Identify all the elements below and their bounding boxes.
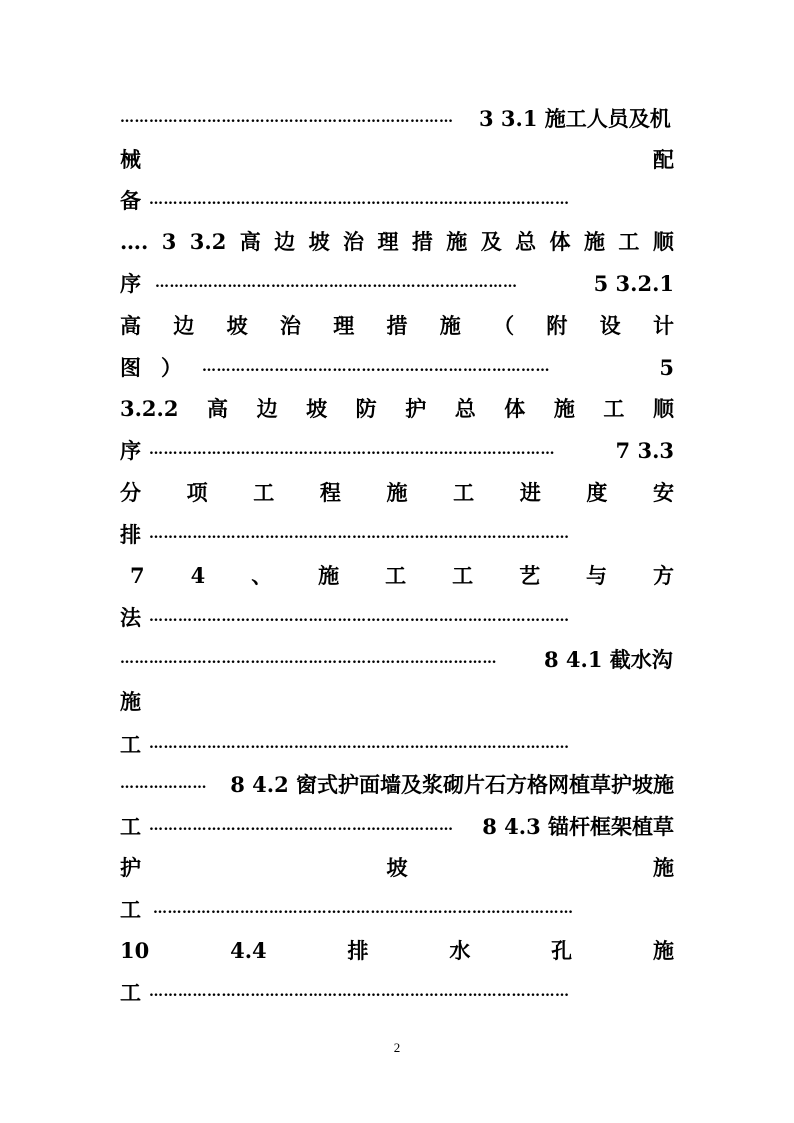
toc-text: 工 — [120, 814, 141, 839]
page-number: 2 — [393, 1040, 401, 1055]
toc-text: 总 — [515, 229, 537, 254]
toc-text: 项 — [186, 480, 208, 505]
toc-line-7 — [120, 352, 674, 382]
toc-leader: …………………………………………………………………… — [120, 651, 497, 667]
toc-text: 5 — [659, 354, 674, 380]
toc-line-10 — [120, 477, 674, 507]
toc-text: 7 3.3 — [615, 437, 674, 463]
toc-text: 8 4.2 窗式护面墙及浆砌片石方格网植草护坡施 — [230, 772, 674, 797]
toc-text: 附 — [546, 313, 568, 338]
toc-leader: …………………………………………………………………………… — [149, 984, 570, 1000]
toc-text: 顺 — [652, 229, 674, 254]
toc-text: 工 — [603, 396, 625, 421]
toc-text: 边 — [274, 229, 296, 254]
toc-leader: ……………………………………………………………… — [202, 359, 550, 375]
toc-leader: ……………… — [120, 776, 207, 792]
toc-line-13 — [120, 602, 674, 632]
toc-line-11 — [120, 519, 674, 549]
toc-text: 理 — [333, 313, 355, 338]
toc-text: 施 — [653, 938, 674, 963]
toc-text: 治 — [343, 229, 365, 254]
toc-text: 10 — [120, 937, 150, 963]
toc-text: 护 — [120, 855, 141, 880]
toc-text: 高 — [207, 396, 229, 421]
toc-text: 工 — [618, 229, 640, 254]
toc-text: 及 — [480, 229, 502, 254]
toc-line-9 — [120, 435, 674, 465]
toc-text: 总 — [454, 396, 476, 421]
toc-leader: …. — [120, 228, 149, 254]
toc-text: 4 — [190, 562, 206, 588]
toc-text: 8 4.1 截水沟 — [544, 647, 673, 672]
toc-text: 理 — [377, 229, 399, 254]
toc-text: 工 — [253, 480, 275, 505]
toc-text: 施 — [446, 229, 468, 254]
toc-text: 措 — [386, 313, 408, 338]
toc-text: 工 — [385, 563, 407, 588]
toc-text: 施 — [583, 229, 605, 254]
toc-text: 配 — [653, 147, 674, 172]
toc-leader: …………………………………………………………… — [120, 110, 454, 126]
toc-leader: …………………………………………………………………………… — [149, 192, 570, 208]
toc-text: 、 — [251, 563, 273, 588]
toc-line-4 — [120, 226, 674, 256]
toc-text: 水 — [449, 938, 471, 963]
toc-text: 边 — [256, 396, 278, 421]
toc-entry-3-1: 3 3.1 施工人员及机 — [479, 106, 671, 131]
toc-line-5 — [120, 268, 674, 298]
toc-leader: …………………………………………………………………………… — [149, 526, 570, 542]
toc-text: 备 — [120, 188, 141, 213]
toc-text: 程 — [319, 480, 341, 505]
toc-text: ） — [161, 355, 182, 380]
toc-text: 体 — [549, 229, 571, 254]
toc-text: 艺 — [519, 563, 541, 588]
toc-text: 坡 — [306, 396, 328, 421]
toc-text: 4.4 — [230, 937, 267, 963]
toc-text: 5 3.2.1 — [593, 270, 674, 296]
toc-line-12 — [130, 560, 674, 590]
toc-text: 施 — [653, 855, 674, 880]
toc-text: 高 — [239, 229, 261, 254]
toc-text: 坡 — [308, 229, 330, 254]
toc-text: 治 — [279, 313, 301, 338]
toc-line-6 — [120, 310, 674, 340]
toc-text: 施 — [318, 563, 340, 588]
toc-text: 3 — [161, 228, 177, 254]
toc-text: 施 — [386, 480, 408, 505]
toc-text: 方 — [653, 563, 674, 588]
toc-text: 工 — [452, 563, 474, 588]
toc-line-17 — [120, 769, 674, 799]
toc-text: 工 — [453, 480, 475, 505]
toc-text: 孔 — [551, 938, 573, 963]
toc-line-20 — [120, 894, 674, 924]
toc-text: 排 — [347, 938, 369, 963]
toc-text: 措 — [411, 229, 433, 254]
toc-text: 图 — [120, 355, 141, 380]
toc-line-22 — [120, 977, 674, 1007]
toc-text: 械 — [120, 147, 141, 172]
toc-text: 与 — [586, 563, 608, 588]
toc-text: 工 — [120, 980, 141, 1005]
toc-text: 7 — [130, 562, 145, 588]
toc-line-14 — [120, 644, 674, 674]
toc-leader: …………………………………………………………………………… — [153, 901, 574, 917]
toc-line-3 — [120, 185, 674, 215]
toc-text: 分 — [120, 480, 141, 505]
toc-text: 施 — [553, 396, 575, 421]
toc-leader: ……………………………………………………… — [149, 818, 454, 834]
toc-text: 度 — [586, 480, 608, 505]
toc-text: 工 — [120, 732, 141, 757]
toc-text: 计 — [652, 313, 674, 338]
toc-text: （ — [493, 313, 515, 338]
toc-line-19 — [120, 852, 674, 882]
toc-text: 顺 — [652, 396, 674, 421]
toc-text: 高 — [120, 313, 141, 338]
toc-text: 施 — [439, 313, 461, 338]
toc-text: 排 — [120, 522, 141, 547]
toc-text: 进 — [519, 480, 541, 505]
toc-leader: …………………………………………………………………………… — [149, 736, 570, 752]
toc-text: 施 — [120, 689, 141, 714]
toc-text: 防 — [355, 396, 377, 421]
toc-text: 边 — [173, 313, 195, 338]
toc-line-15 — [120, 686, 674, 716]
toc-text: 体 — [504, 396, 526, 421]
toc-text: 序 — [120, 271, 141, 296]
toc-leader: ………………………………………………………………………… — [149, 442, 555, 458]
toc-line-1 — [120, 103, 674, 133]
toc-leader: ………………………………………………………………… — [155, 275, 518, 291]
toc-line-21 — [120, 935, 674, 965]
toc-line-18 — [120, 811, 674, 841]
toc-text: 8 4.3 锚杆框架植草 — [482, 814, 674, 839]
toc-text: 序 — [120, 438, 141, 463]
toc-line-16 — [120, 729, 674, 759]
toc-text: 3.2 — [189, 228, 227, 254]
toc-text: 安 — [653, 480, 674, 505]
toc-text: 设 — [599, 313, 621, 338]
toc-leader: …………………………………………………………………………… — [149, 609, 570, 625]
toc-text: 护 — [405, 396, 427, 421]
toc-text: 坡 — [386, 855, 408, 880]
toc-text: 坡 — [226, 313, 248, 338]
toc-text: 法 — [120, 605, 141, 630]
toc-text: 3.2.2 — [120, 395, 179, 421]
toc-line-2 — [120, 144, 674, 174]
toc-text: 工 — [120, 897, 141, 922]
toc-line-8 — [120, 393, 674, 423]
